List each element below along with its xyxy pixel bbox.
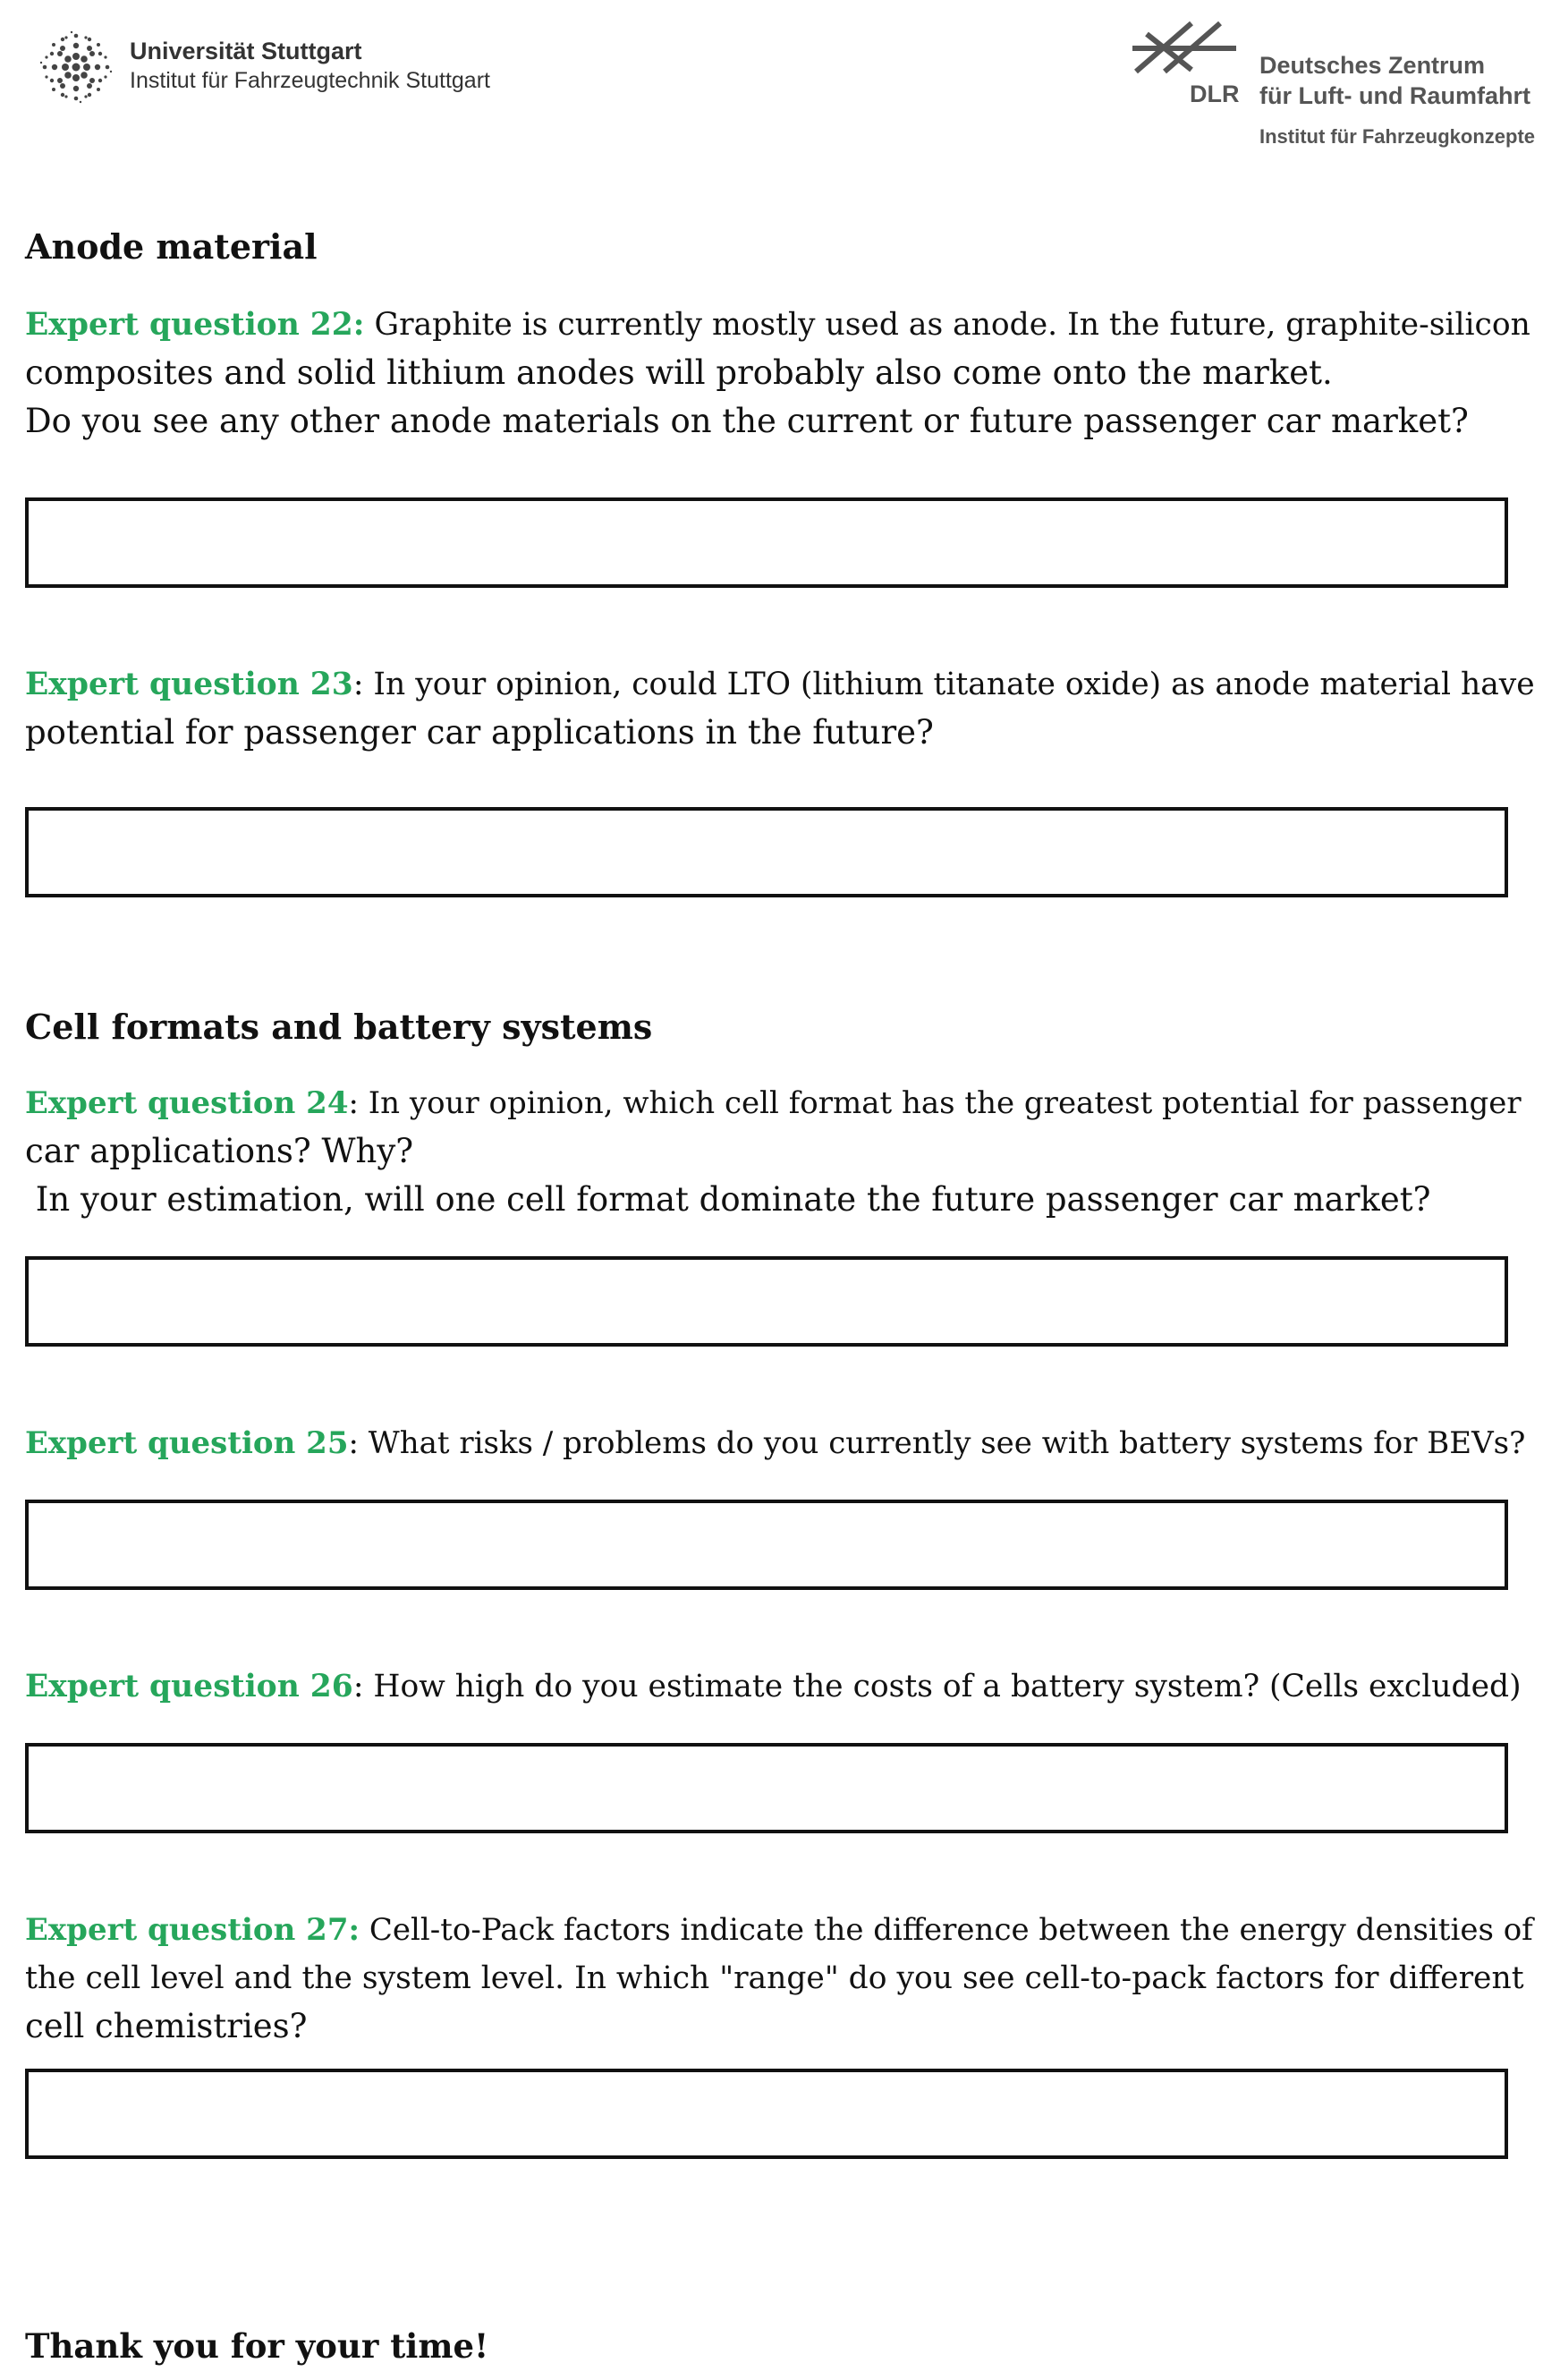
question-text: the cell level and the system level. In which "range" do you see cell-to-pack factors for different	[25, 1960, 1524, 1996]
section-title-anode: Anode material	[25, 226, 318, 267]
question-text: : In your opinion, could LTO (lithium titanate oxide) as anode material have	[352, 667, 1535, 702]
dlr-abbreviation: DLR	[1190, 81, 1240, 107]
question-label: Expert question 26	[25, 1669, 353, 1704]
university-logo	[36, 25, 537, 123]
section-title-cell-formats: Cell formats and battery systems	[25, 1007, 653, 1047]
question-text: cell chemistries?	[25, 2007, 308, 2045]
page-header	[0, 0, 1560, 179]
question-label: Expert question 27:	[25, 1912, 360, 1948]
question-text: : In your opinion, which cell format has the greatest potential for passenger	[348, 1085, 1522, 1121]
question-text: : How high do you estimate the costs of a battery system? (Cells excluded)	[352, 1669, 1522, 1704]
dlr-logo	[1129, 16, 1254, 115]
answer-box-25[interactable]	[25, 1500, 1508, 1590]
dlr-institute: Institut für Fahrzeugkonzepte	[1259, 125, 1535, 148]
question-label: Expert question 24	[25, 1085, 349, 1121]
expert-question-24	[25, 1079, 1537, 1224]
question-text: composites and solid lithium anodes will probably also come onto the market.	[25, 353, 1333, 392]
question-text: Do you see any other anode materials on the current or future passenger car market?	[25, 402, 1469, 440]
question-text: car applications? Why?	[25, 1132, 414, 1170]
closing-thanks: Thank you for your time!	[25, 2326, 489, 2366]
answer-box-26[interactable]	[25, 1743, 1508, 1833]
university-dots-emblem-icon	[36, 27, 116, 107]
expert-question-22	[25, 301, 1537, 446]
expert-question-25	[25, 1419, 1537, 1467]
question-label: Expert question 23	[25, 667, 353, 702]
dlr-name-line-1: Deutsches Zentrum	[1259, 52, 1486, 79]
dlr-emblem-icon	[1129, 16, 1254, 88]
answer-box-27[interactable]	[25, 2069, 1508, 2159]
question-text: : What risks / problems do you currently see with battery systems for BEVs?	[348, 1425, 1526, 1461]
answer-box-23[interactable]	[25, 807, 1508, 897]
answer-box-22[interactable]	[25, 497, 1508, 588]
dlr-name-line-2: für Luft- und Raumfahrt	[1259, 82, 1530, 109]
question-text: Cell-to-Pack factors indicate the difference between the energy densities of	[369, 1912, 1533, 1948]
expert-question-27	[25, 1906, 1537, 2051]
question-text: In your estimation, will one cell format dominate the future passenger car market?	[25, 1180, 1431, 1219]
university-name: Universität Stuttgart	[130, 38, 362, 64]
expert-question-23	[25, 660, 1537, 757]
expert-question-26	[25, 1662, 1537, 1711]
question-text: potential for passenger car applications in the future?	[25, 713, 934, 752]
question-label: Expert question 25	[25, 1425, 349, 1461]
question-label: Expert question 22:	[25, 307, 365, 343]
university-institute: Institut für Fahrzeugtechnik Stuttgart	[130, 68, 490, 93]
question-text: Graphite is currently mostly used as anode. In the future, graphite-silicon	[374, 307, 1530, 343]
answer-box-24[interactable]	[25, 1256, 1508, 1347]
